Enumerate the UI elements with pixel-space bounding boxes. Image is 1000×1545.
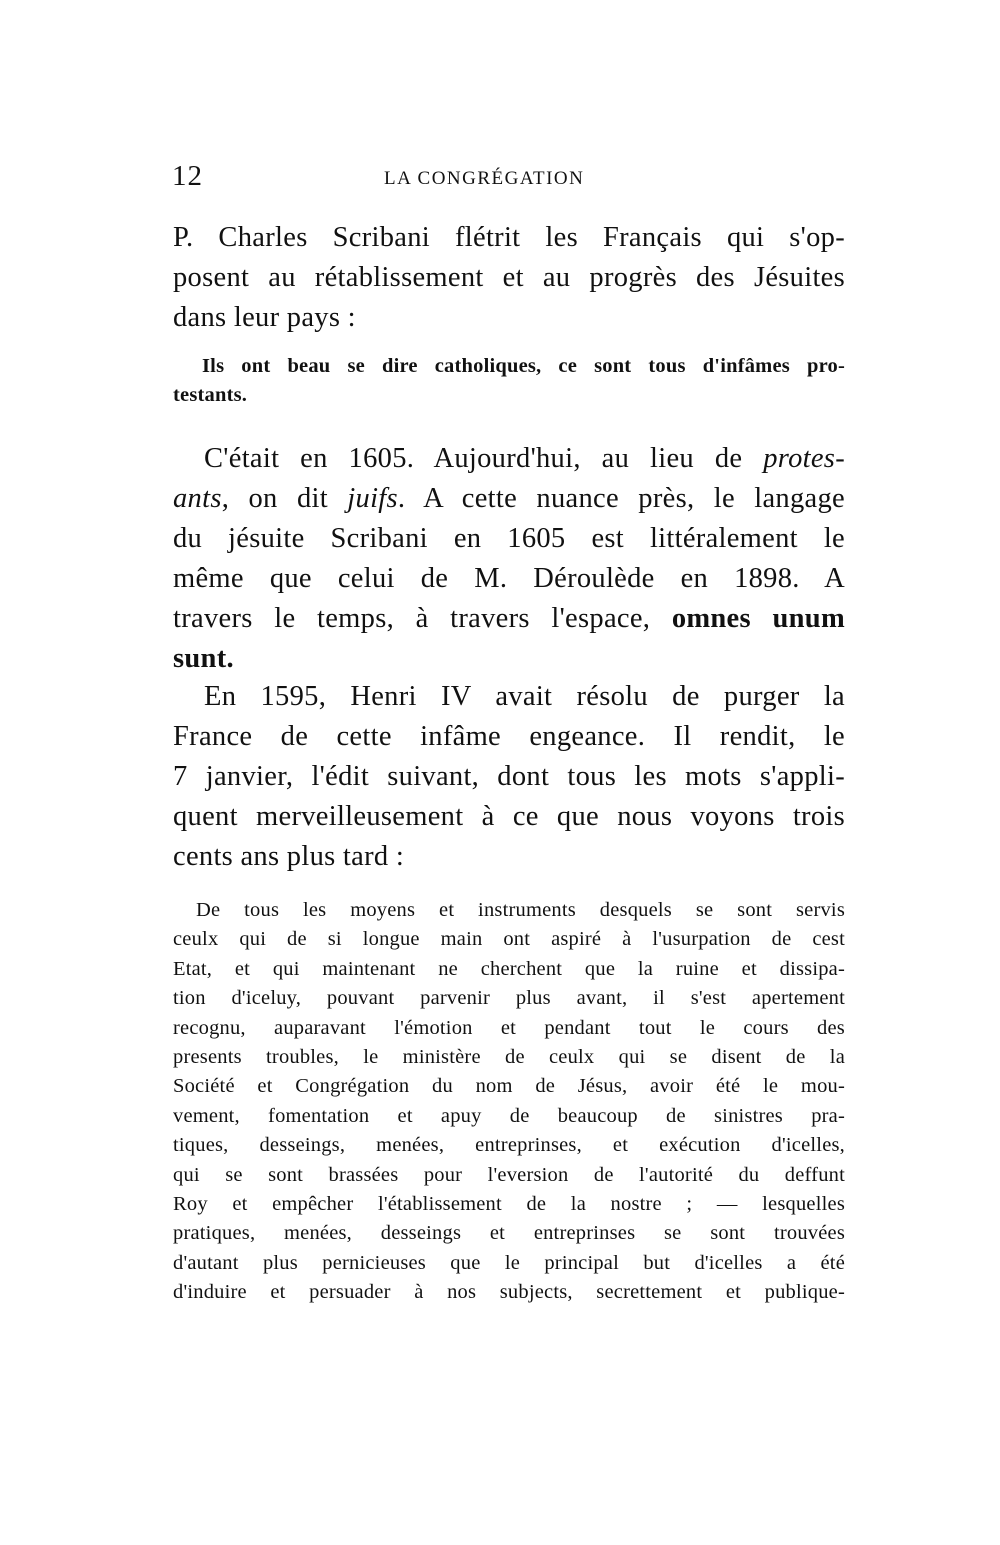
text-span: travers le temps, à travers l'espace,	[173, 603, 672, 634]
quote-line: d'autant plus pernicieuses que le principal but d'icelles a été	[173, 1251, 845, 1274]
text-line	[173, 479, 845, 519]
paragraph-3	[173, 677, 845, 877]
text-span: . A cette nuance près, le langage	[397, 483, 845, 514]
quote-line: presents troubles, le ministère de ceulx qui se disent de la	[173, 1045, 845, 1068]
quote-line: tion d'iceluy, pouvant parvenir plus avant, il s'est apertement	[173, 987, 845, 1010]
quote-line: d'induire et persuader à nos subjects, secrettement et publique-	[173, 1281, 845, 1304]
text-line: même que celui de M. Déroulède en 1898. A	[173, 563, 845, 594]
text-line: quent merveilleusement à ce que nous voyons trois	[173, 801, 845, 832]
block-quote-1	[173, 352, 845, 411]
italic-word: ants	[173, 483, 222, 514]
text-span: , on dit	[221, 483, 348, 514]
quote-line: pratiques, menées, desseings et entreprinses se sont trouvées	[173, 1222, 845, 1245]
quote-line: qui se sont brassées pour l'eversion de l'autorité du deffunt	[173, 1163, 845, 1186]
text-line: P. Charles Scribani flétrit les Français qui s'op-	[173, 222, 845, 253]
quote-line: Roy et empêcher l'établissement de la nostre ; — lesquelles	[173, 1192, 845, 1215]
quote-line: testants.	[173, 384, 248, 407]
quote-line: tiques, desseings, menées, entreprinses, et exécution d'icelles,	[173, 1134, 845, 1157]
paragraph-1	[173, 218, 845, 338]
text-line: sunt.	[173, 643, 234, 674]
italic-word: juifs	[347, 483, 398, 514]
text-line	[173, 599, 845, 639]
quote-line: Société et Congrégation du nom de Jésus, avoir été le mou-	[173, 1075, 845, 1098]
text-line: 7 janvier, l'édit suivant, dont tous les mots s'appli-	[173, 761, 845, 792]
quote-line: Etat, et qui maintenant ne cherchent que la ruine et dissipa-	[173, 957, 845, 980]
text-line: cents ans plus tard :	[173, 841, 405, 872]
text-span: C'était en 1605. Aujourd'hui, au lieu de	[204, 443, 764, 474]
text-line: En 1595, Henri IV avait résolu de purger la	[204, 681, 845, 712]
italic-word: protes-	[763, 443, 845, 474]
quote-line: Ils ont beau se dire catholiques, ce sont tous d'infâmes pro-	[202, 355, 845, 377]
quote-line: De tous les moyens et instruments desquels se sont servis	[196, 899, 845, 921]
bold-phrase: omnes unum	[671, 603, 845, 634]
text-line: du jésuite Scribani en 1605 est littéralement le	[173, 523, 845, 554]
quote-line: recognu, auparavant l'émotion et pendant tout le cours des	[173, 1016, 845, 1039]
text-line: posent au rétablissement et au progrès des Jésuites	[173, 262, 845, 293]
text-line	[173, 439, 845, 479]
paragraph-2	[173, 439, 845, 679]
page-number: 12	[172, 160, 203, 192]
block-quote-2	[173, 896, 845, 1307]
running-title: LA CONGRÉGATION	[384, 168, 585, 189]
text-line: France de cette infâme engeance. Il rendit, le	[173, 721, 845, 752]
text-line: dans leur pays :	[173, 302, 356, 333]
quote-line: ceulx qui de si longue main ont aspiré à l'usurpation de cest	[173, 928, 845, 951]
running-head	[172, 158, 844, 198]
quote-line: vement, fomentation et apuy de beaucoup de sinistres pra-	[173, 1104, 845, 1127]
